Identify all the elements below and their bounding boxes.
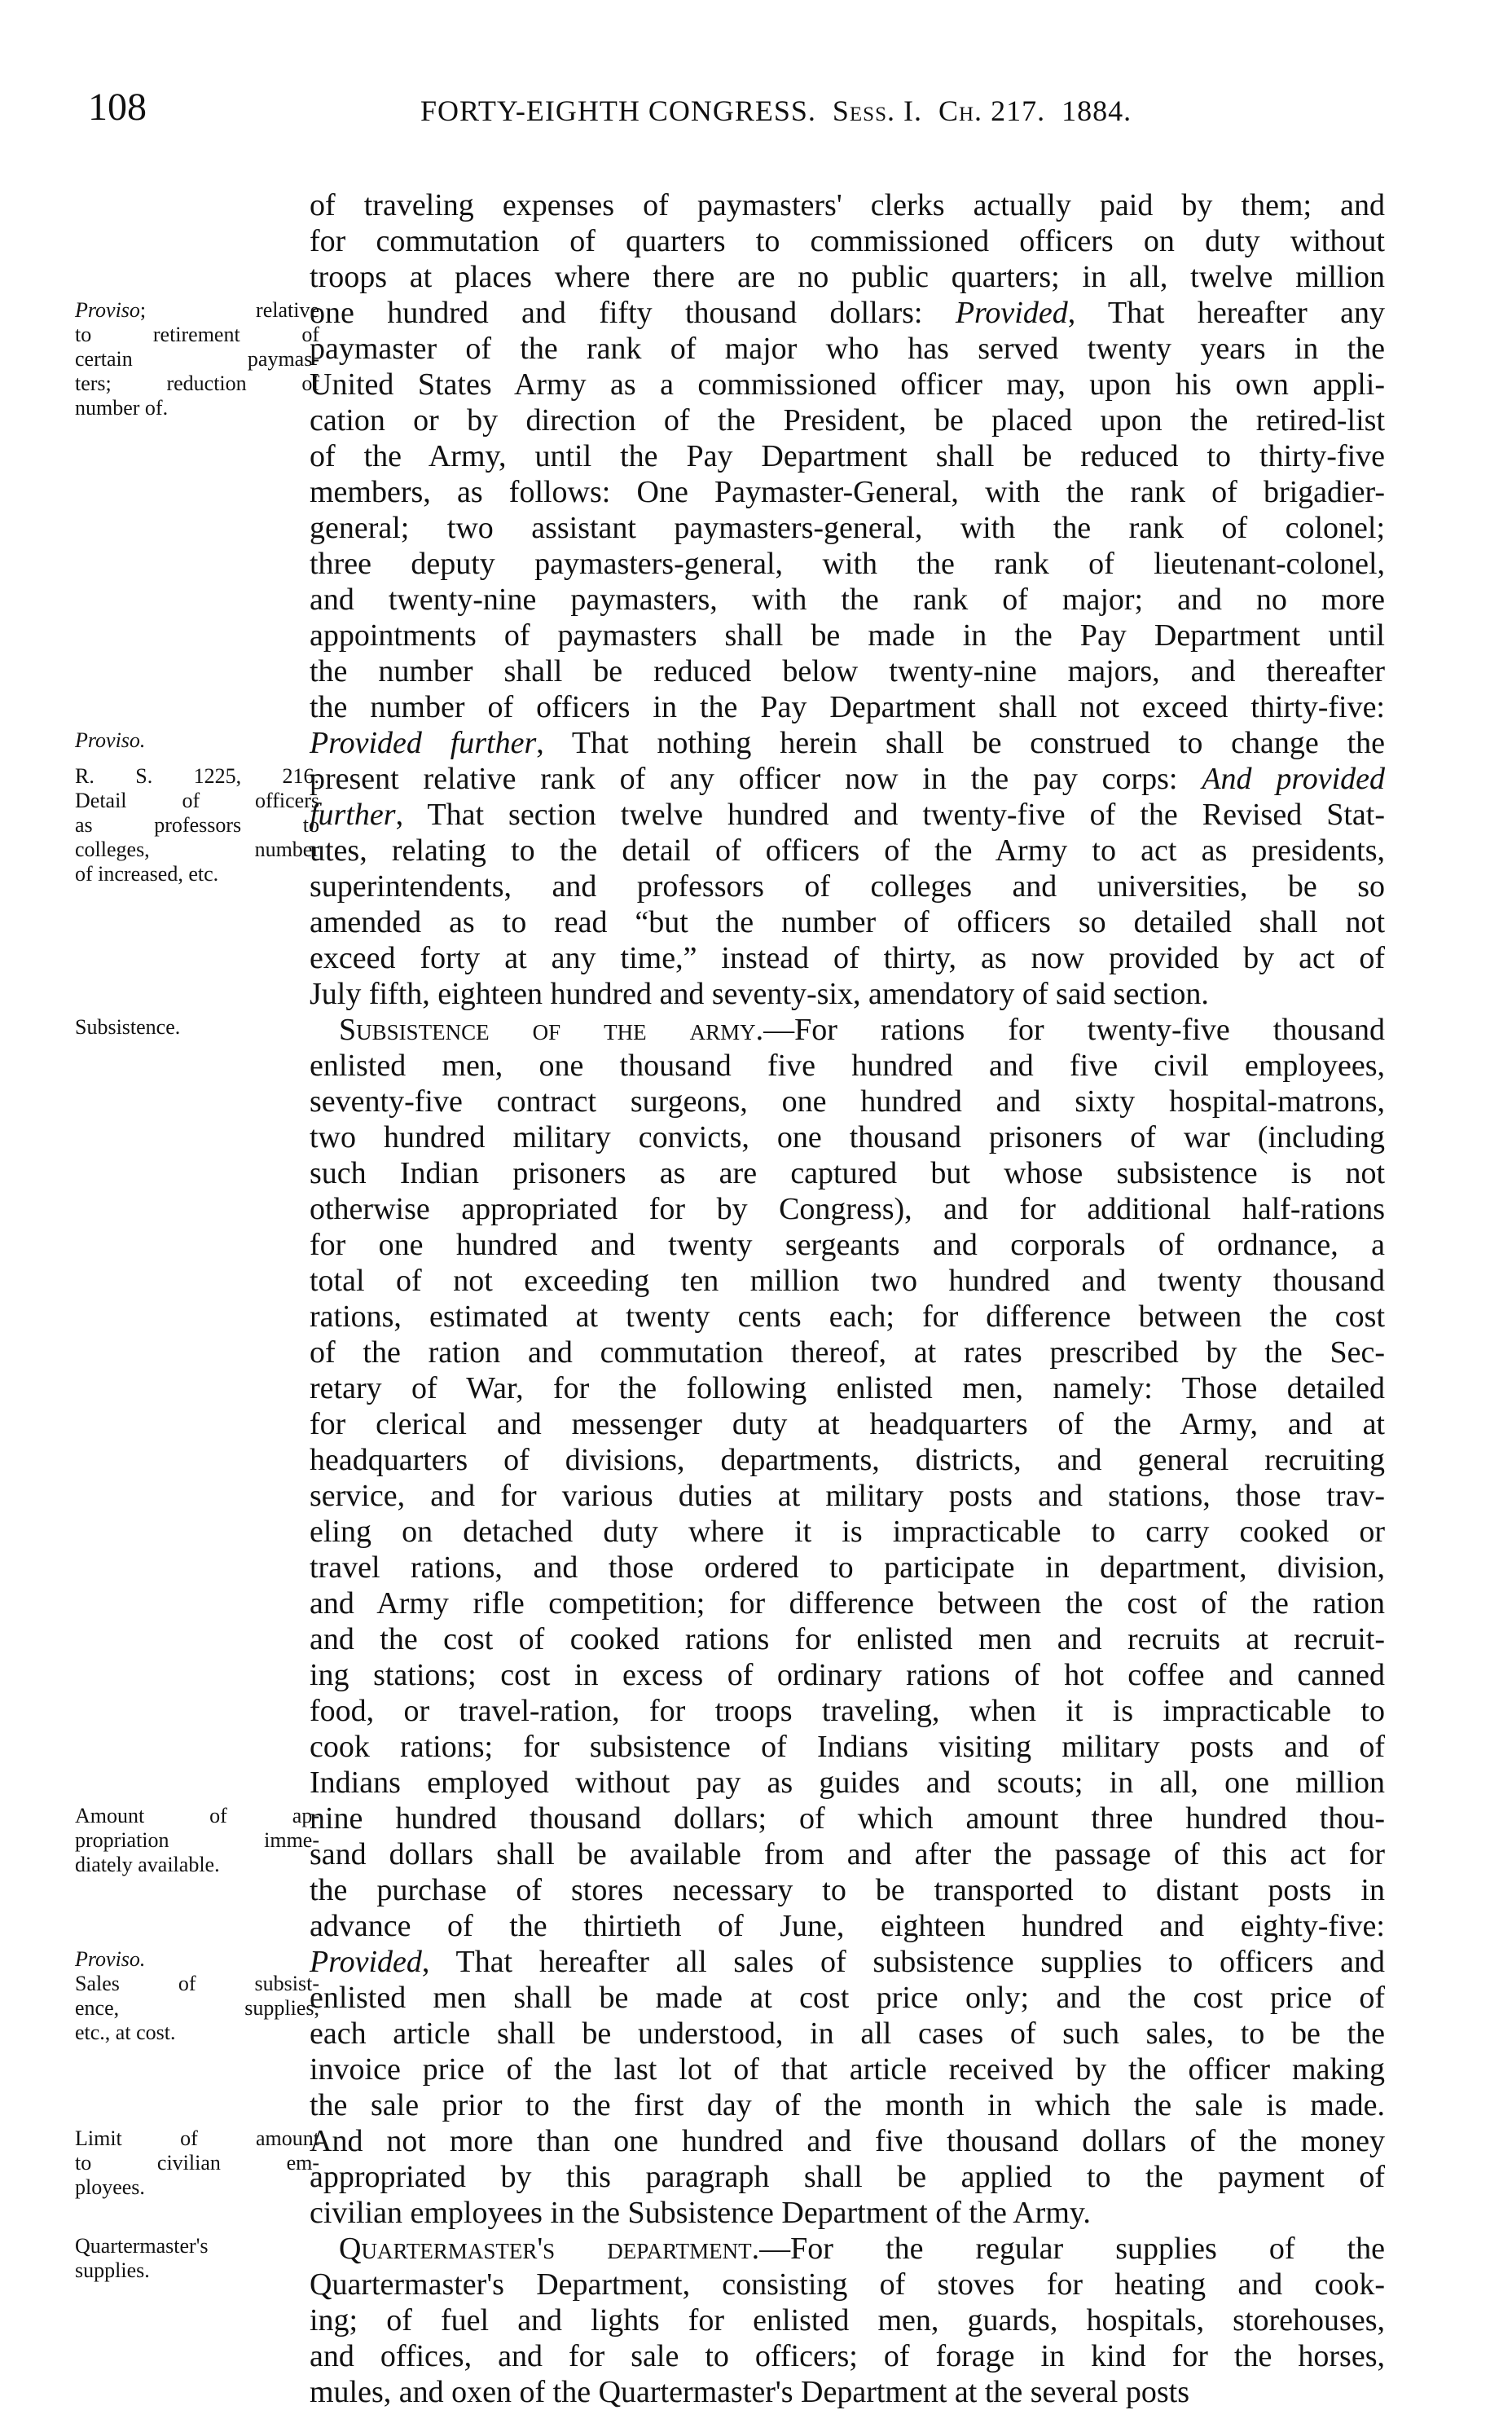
body-line: enlisted men, one thousand five hundred and five civil employees, [310, 1049, 1385, 1083]
margin-note-line: to retirement of [75, 323, 319, 346]
body-line: Provided, That hereafter all sales of subsistence supplies to officers and [310, 1945, 1385, 1979]
body-line: and the cost of cooked rations for enlisted men and recruits at recruit- [310, 1622, 1385, 1656]
margin-note-line: Proviso; relative [75, 298, 319, 322]
margin-note-line: Subsistence. [75, 1015, 181, 1039]
margin-note [75, 298, 319, 420]
body-line: retary of War, for the following enlisted men, namely: Those detailed [310, 1371, 1385, 1405]
margin-note [75, 764, 319, 886]
margin-note-line: ployees. [75, 2175, 145, 2199]
body-line: of the ration and commutation thereof, at rates prescribed by the Sec- [310, 1335, 1385, 1370]
body-line: otherwise appropriated for by Congress), and for additional half-rations [310, 1192, 1385, 1226]
body-line: exceed forty at any time,” instead of thirty, as now provided by act of [310, 941, 1385, 975]
body-line: appropriated by this paragraph shall be applied to the payment of [310, 2160, 1385, 2194]
body-line: amended as to read “but the number of officers so detailed shall not [310, 905, 1385, 939]
body-line: July fifth, eighteen hundred and seventy-six, amendatory of said section. [310, 977, 1209, 1011]
body-line: the sale prior to the first day of the month in which the sale is made. [310, 2088, 1385, 2122]
margin-note [75, 1947, 319, 2045]
body-line: one hundred and fifty thousand dollars: Provided, That hereafter any [310, 296, 1385, 330]
margin-note-line: number of. [75, 396, 169, 420]
body-line: of traveling expenses of paymasters' clerks actually paid by them; and [310, 188, 1385, 222]
body-line: troops at places where there are no public quarters; in all, twelve million [310, 260, 1385, 294]
margin-note-line: as professors to [75, 813, 319, 837]
body-line: cook rations; for subsistence of Indians visiting military posts and of [310, 1730, 1385, 1764]
body-line: the number shall be reduced below twenty-nine majors, and thereafter [310, 654, 1385, 688]
body-line: Provided further, That nothing herein shall be construed to change the [310, 726, 1385, 760]
margin-note [75, 728, 319, 753]
body-line: nine hundred thousand dollars; of which amount three hundred thou- [310, 1801, 1385, 1836]
body-line: and Army rifle competition; for difference between the cost of the ration [310, 1586, 1385, 1621]
body-line: And not more than one hundred and five thousand dollars of the money [310, 2124, 1385, 2158]
body-line: and twenty-nine paymasters, with the rank of major; and no more [310, 583, 1385, 617]
body-line: civilian employees in the Subsistence Department of the Army. [310, 2196, 1091, 2230]
body-line: general; two assistant paymasters-general, with the rank of colonel; [310, 511, 1385, 545]
body-line: invoice price of the last lot of that article received by the officer making [310, 2052, 1385, 2087]
body-line: service, and for various duties at military posts and stations, those trav- [310, 1479, 1385, 1513]
margin-note-line: supplies. [75, 2258, 150, 2282]
body-line: ing; of fuel and lights for enlisted men, guards, hospitals, storehouses, [310, 2303, 1385, 2337]
body-line: present relative rank of any officer now in the pay corps: And provided [310, 762, 1385, 796]
margin-note [75, 1015, 319, 1040]
body-line: further, That section twelve hundred and twenty-five of the Revised Stat- [310, 798, 1385, 832]
body-line: the purchase of stores necessary to be transported to distant posts in [310, 1873, 1385, 1907]
margin-note-line: Limit of amount [75, 2126, 319, 2150]
margin-note-line: colleges, number [75, 838, 319, 861]
body-line: advance of the thirtieth of June, eighteen hundred and eighty-five: [310, 1909, 1385, 1943]
margin-note-line: to civilian em- [75, 2151, 319, 2175]
margin-note-line: Proviso. [75, 1947, 146, 1971]
margin-note-line: Detail of officers [75, 789, 319, 812]
body-line: for one hundred and twenty sergeants and corporals of ordnance, a [310, 1228, 1385, 1262]
page-header [0, 0, 1512, 163]
body-line: eling on detached duty where it is impracticable to carry cooked or [310, 1515, 1385, 1549]
body-line: members, as follows: One Paymaster-General, with the rank of brigadier- [310, 475, 1385, 509]
body-line: such Indian prisoners as are captured but whose subsistence is not [310, 1156, 1385, 1190]
body-line: two hundred military convicts, one thousand prisoners of war (including [310, 1120, 1385, 1154]
page-number: 108 [88, 86, 147, 129]
body-line: headquarters of divisions, departments, districts, and general recruiting [310, 1443, 1385, 1477]
margin-note-line: Sales of subsist- [75, 1972, 319, 1995]
margin-note-line: R. S. 1225, 216. [75, 764, 319, 788]
body-line: and offices, and for sale to officers; of forage in kind for the horses, [310, 2339, 1385, 2373]
body-line: the number of officers in the Pay Department shall not exceed thirty-five: [310, 690, 1385, 724]
margin-note-line: diately available. [75, 1853, 220, 1876]
body-line: sand dollars shall be available from and after the passage of this act for [310, 1837, 1385, 1871]
body-line: Indians employed without pay as guides and scouts; in all, one million [310, 1766, 1385, 1800]
body-line: seventy-five contract surgeons, one hundred and sixty hospital-matrons, [310, 1084, 1385, 1119]
body-line: Quartermaster's Department, consisting of stoves for heating and cook- [310, 2267, 1385, 2302]
margin-note [75, 1804, 319, 1877]
body-line: ing stations; cost in excess of ordinary rations of hot coffee and canned [310, 1658, 1385, 1692]
margin-note-line: Quartermaster's [75, 2234, 209, 2258]
margin-note-line: certain paymas- [75, 347, 319, 371]
margin-note-line: propriation imme- [75, 1828, 319, 1852]
body-line: cation or by direction of the President, be placed upon the retired-list [310, 403, 1385, 438]
margin-note-line: ence, supplies, [75, 1996, 319, 2020]
margin-note [75, 2126, 319, 2200]
body-line: for commutation of quarters to commissioned officers on duty without [310, 224, 1385, 258]
margin-note-line: etc., at cost. [75, 2021, 176, 2044]
body-line: rations, estimated at twenty cents each; for difference between the cost [310, 1300, 1385, 1334]
margin-note-line: Amount of ap- [75, 1804, 319, 1827]
body-line: travel rations, and those ordered to participate in department, division, [310, 1550, 1385, 1585]
body-line: paymaster of the rank of major who has served twenty years in the [310, 332, 1385, 366]
running-head: FORTY-EIGHTH CONGRESS. Sess. I. Ch. 217. 1884. [420, 95, 1132, 127]
margin-note-line: ters; reduction of [75, 372, 319, 395]
margin-note-line: of increased, etc. [75, 862, 219, 886]
body-line: Quartermaster's department.—For the regular supplies of the [339, 2232, 1385, 2266]
margin-note [75, 2234, 319, 2283]
body-line: appointments of paymasters shall be made in the Pay Department until [310, 618, 1385, 653]
body-line: mules, and oxen of the Quartermaster's Department at the several posts [310, 2375, 1189, 2409]
body-line: each article shall be understood, in all cases of such sales, to be the [310, 2016, 1385, 2051]
body-line: of the Army, until the Pay Department shall be reduced to thirty-five [310, 439, 1385, 473]
body-line: Subsistence of the army.—For rations for twenty-five thousand [339, 1013, 1385, 1047]
body-line: utes, relating to the detail of officers of the Army to act as presidents, [310, 833, 1385, 868]
body-line: food, or travel-ration, for troops traveling, when it is impracticable to [310, 1694, 1385, 1728]
body-line: superintendents, and professors of colleges and universities, be so [310, 869, 1385, 904]
body-line: three deputy paymasters-general, with the rank of lieutenant-colonel, [310, 547, 1385, 581]
body-line: total of not exceeding ten million two hundred and twenty thousand [310, 1264, 1385, 1298]
body-line: United States Army as a commissioned officer may, upon his own appli- [310, 367, 1385, 402]
body-line: enlisted men shall be made at cost price only; and the cost price of [310, 1981, 1385, 2015]
margin-note-line: Proviso. [75, 728, 146, 752]
body-line: for clerical and messenger duty at headquarters of the Army, and at [310, 1407, 1385, 1441]
